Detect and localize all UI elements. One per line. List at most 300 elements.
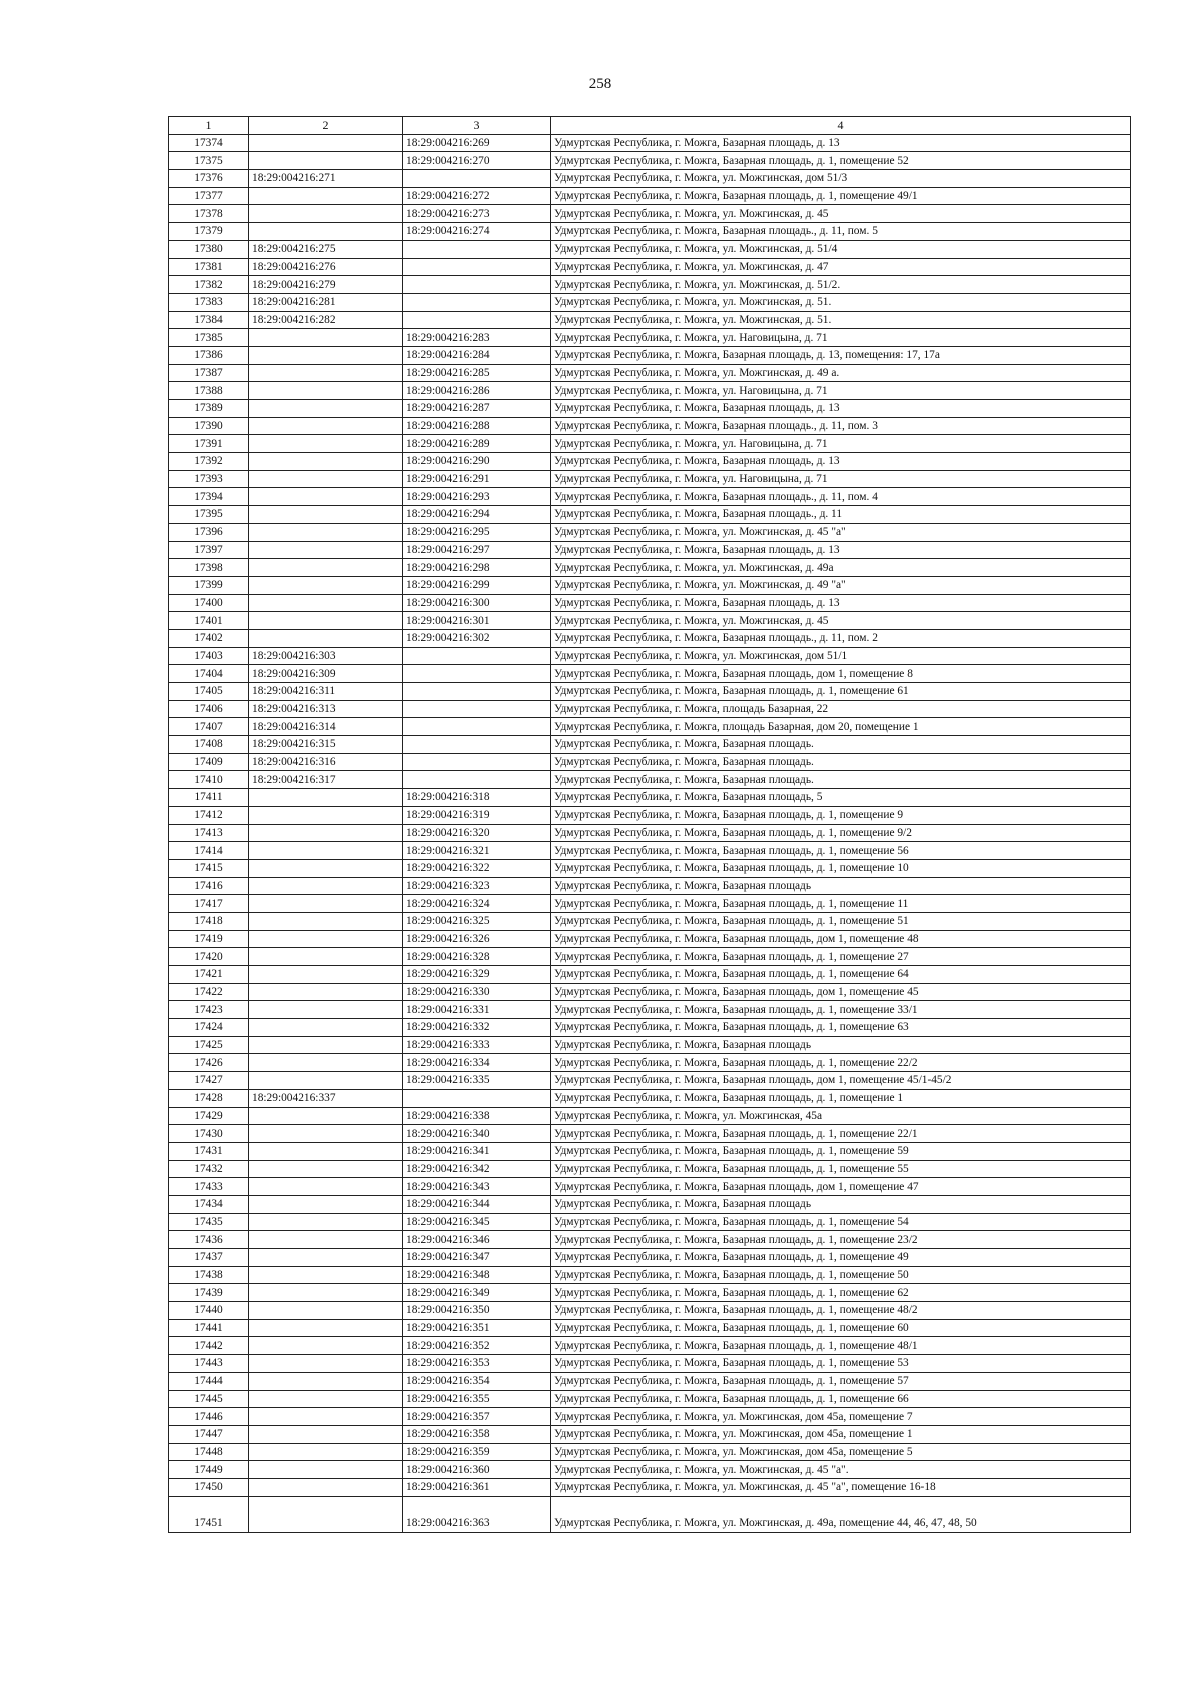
cadastral-number-premises-cell: 18:29:004216:341 bbox=[403, 1142, 551, 1160]
row-number-cell: 17430 bbox=[169, 1125, 249, 1143]
table-row bbox=[169, 930, 1131, 948]
cadastral-number-premises-cell: 18:29:004216:357 bbox=[403, 1408, 551, 1426]
address-cell: Удмуртская Республика, г. Можга, Базарная площадь, д. 1, помещение 61 bbox=[551, 683, 1131, 701]
table-row bbox=[169, 400, 1131, 418]
cadastral-number-premises-cell: 18:29:004216:340 bbox=[403, 1125, 551, 1143]
address-cell: Удмуртская Республика, г. Можга, ул. Можгинская, д. 45 "а", помещение 16-18 bbox=[551, 1478, 1131, 1496]
row-number-cell: 17379 bbox=[169, 223, 249, 241]
row-number-cell: 17383 bbox=[169, 293, 249, 311]
cadastral-number-building-cell bbox=[249, 1178, 403, 1196]
row-number-cell: 17426 bbox=[169, 1054, 249, 1072]
table-row bbox=[169, 1390, 1131, 1408]
address-cell: Удмуртская Республика, г. Можга, ул. Можгинская, дом 51/3 bbox=[551, 170, 1131, 188]
address-cell: Удмуртская Республика, г. Можга, ул. Наговицына, д. 71 bbox=[551, 329, 1131, 347]
table-row bbox=[169, 1425, 1131, 1443]
cadastral-number-building-cell bbox=[249, 824, 403, 842]
row-number-cell: 17420 bbox=[169, 948, 249, 966]
cadastral-number-building-cell bbox=[249, 1302, 403, 1320]
cadastral-number-building-cell bbox=[249, 930, 403, 948]
table-row bbox=[169, 523, 1131, 541]
table-row bbox=[169, 1054, 1131, 1072]
table-row bbox=[169, 612, 1131, 630]
table-row bbox=[169, 629, 1131, 647]
cadastral-number-premises-cell: 18:29:004216:353 bbox=[403, 1355, 551, 1373]
table-row bbox=[169, 1019, 1131, 1037]
cadastral-number-building-cell: 18:29:004216:315 bbox=[249, 736, 403, 754]
row-number-cell: 17423 bbox=[169, 1001, 249, 1019]
row-number-cell: 17440 bbox=[169, 1302, 249, 1320]
cadastral-number-building-cell bbox=[249, 983, 403, 1001]
cadastral-number-premises-cell: 18:29:004216:347 bbox=[403, 1249, 551, 1267]
row-number-cell: 17397 bbox=[169, 541, 249, 559]
address-cell: Удмуртская Республика, г. Можга, Базарная площадь, д. 1, помещение 57 bbox=[551, 1372, 1131, 1390]
table-row bbox=[169, 1408, 1131, 1426]
address-cell: Удмуртская Республика, г. Можга, Базарная площадь, д. 1, помещение 23/2 bbox=[551, 1231, 1131, 1249]
table-row bbox=[169, 966, 1131, 984]
cadastral-number-building-cell bbox=[249, 1107, 403, 1125]
address-cell: Удмуртская Республика, г. Можга, Базарная площадь, д. 13, помещения: 17, 17а bbox=[551, 346, 1131, 364]
address-cell: Удмуртская Республика, г. Можга, ул. Можгинская, дом 45а, помещение 5 bbox=[551, 1443, 1131, 1461]
table-row bbox=[169, 594, 1131, 612]
cadastral-number-premises-cell: 18:29:004216:285 bbox=[403, 364, 551, 382]
address-cell: Удмуртская Республика, г. Можга, Базарная площадь, дом 1, помещение 45/1-45/2 bbox=[551, 1072, 1131, 1090]
cadastral-number-building-cell bbox=[249, 541, 403, 559]
row-number-cell: 17413 bbox=[169, 824, 249, 842]
address-cell: Удмуртская Республика, г. Можга, ул. Можгинская, д. 49а, помещение 44, 46, 47, 48, 50 bbox=[551, 1496, 1131, 1532]
table-row bbox=[169, 576, 1131, 594]
address-cell: Удмуртская Республика, г. Можга, Базарная площадь, д. 13 bbox=[551, 400, 1131, 418]
row-number-cell: 17402 bbox=[169, 629, 249, 647]
cadastral-number-building-cell: 18:29:004216:337 bbox=[249, 1089, 403, 1107]
address-cell: Удмуртская Республика, г. Можга, Базарная площадь, дом 1, помещение 45 bbox=[551, 983, 1131, 1001]
table-row bbox=[169, 417, 1131, 435]
row-number-cell: 17391 bbox=[169, 435, 249, 453]
cadastral-number-building-cell: 18:29:004216:276 bbox=[249, 258, 403, 276]
address-cell: Удмуртская Республика, г. Можга, ул. Можгинская, дом 45а, помещение 1 bbox=[551, 1425, 1131, 1443]
table-row bbox=[169, 1266, 1131, 1284]
row-number-cell: 17433 bbox=[169, 1178, 249, 1196]
table-row bbox=[169, 311, 1131, 329]
row-number-cell: 17449 bbox=[169, 1461, 249, 1479]
cadastral-number-building-cell bbox=[249, 789, 403, 807]
cadastral-number-premises-cell: 18:29:004216:302 bbox=[403, 629, 551, 647]
address-cell: Удмуртская Республика, г. Можга, Базарная площадь., д. 11 bbox=[551, 506, 1131, 524]
cadastral-number-premises-cell: 18:29:004216:354 bbox=[403, 1372, 551, 1390]
row-number-cell: 17436 bbox=[169, 1231, 249, 1249]
table-row bbox=[169, 1284, 1131, 1302]
cadastral-number-premises-cell bbox=[403, 753, 551, 771]
row-number-cell: 17445 bbox=[169, 1390, 249, 1408]
table-row bbox=[169, 346, 1131, 364]
cadastral-number-premises-cell: 18:29:004216:338 bbox=[403, 1107, 551, 1125]
cadastral-number-premises-cell: 18:29:004216:345 bbox=[403, 1213, 551, 1231]
cadastral-number-building-cell bbox=[249, 1142, 403, 1160]
row-number-cell: 17401 bbox=[169, 612, 249, 630]
cadastral-number-building-cell bbox=[249, 1284, 403, 1302]
table-row bbox=[169, 152, 1131, 170]
row-number-cell: 17395 bbox=[169, 506, 249, 524]
address-cell: Удмуртская Республика, г. Можга, ул. Можгинская, д. 45 "а" bbox=[551, 523, 1131, 541]
cadastral-number-premises-cell: 18:29:004216:289 bbox=[403, 435, 551, 453]
row-number-cell: 17448 bbox=[169, 1443, 249, 1461]
address-cell: Удмуртская Республика, г. Можга, ул. Можгинская, дом 45а, помещение 7 bbox=[551, 1408, 1131, 1426]
address-cell: Удмуртская Республика, г. Можга, ул. Наговицына, д. 71 bbox=[551, 382, 1131, 400]
column-header-4: 4 bbox=[551, 117, 1131, 135]
cadastral-number-premises-cell bbox=[403, 170, 551, 188]
cadastral-number-premises-cell bbox=[403, 647, 551, 665]
row-number-cell: 17419 bbox=[169, 930, 249, 948]
row-number-cell: 17382 bbox=[169, 276, 249, 294]
cadastral-number-premises-cell bbox=[403, 736, 551, 754]
table-row bbox=[169, 700, 1131, 718]
row-number-cell: 17441 bbox=[169, 1319, 249, 1337]
cadastral-number-premises-cell: 18:29:004216:332 bbox=[403, 1019, 551, 1037]
address-cell: Удмуртская Республика, г. Можга, Базарная площадь, д. 1, помещение 10 bbox=[551, 859, 1131, 877]
cadastral-number-building-cell: 18:29:004216:317 bbox=[249, 771, 403, 789]
table-row bbox=[169, 187, 1131, 205]
address-cell: Удмуртская Республика, г. Можга, Базарная площадь, д. 1, помещение 49 bbox=[551, 1249, 1131, 1267]
row-number-cell: 17438 bbox=[169, 1266, 249, 1284]
address-cell: Удмуртская Республика, г. Можга, Базарная площадь, д. 1, помещение 54 bbox=[551, 1213, 1131, 1231]
table-row bbox=[169, 453, 1131, 471]
address-cell: Удмуртская Республика, г. Можга, Базарная площадь, д. 1, помещение 9/2 bbox=[551, 824, 1131, 842]
table-row bbox=[169, 1178, 1131, 1196]
cadastral-number-premises-cell: 18:29:004216:334 bbox=[403, 1054, 551, 1072]
cadastral-number-premises-cell bbox=[403, 311, 551, 329]
cadastral-number-premises-cell bbox=[403, 700, 551, 718]
row-number-cell: 17429 bbox=[169, 1107, 249, 1125]
column-header-3: 3 bbox=[403, 117, 551, 135]
address-cell: Удмуртская Республика, г. Можга, ул. Можгинская, д. 51/4 bbox=[551, 240, 1131, 258]
row-number-cell: 17403 bbox=[169, 647, 249, 665]
address-cell: Удмуртская Республика, г. Можга, Базарная площадь, д. 1, помещение 51 bbox=[551, 912, 1131, 930]
cadastral-number-premises-cell: 18:29:004216:329 bbox=[403, 966, 551, 984]
table-row bbox=[169, 665, 1131, 683]
address-cell: Удмуртская Республика, г. Можга, Базарная площадь., д. 11, пом. 2 bbox=[551, 629, 1131, 647]
cadastral-number-premises-cell: 18:29:004216:283 bbox=[403, 329, 551, 347]
row-number-cell: 17394 bbox=[169, 488, 249, 506]
row-number-cell: 17439 bbox=[169, 1284, 249, 1302]
address-cell: Удмуртская Республика, г. Можга, Базарная площадь, д. 1, помещение 59 bbox=[551, 1142, 1131, 1160]
cadastral-number-premises-cell: 18:29:004216:328 bbox=[403, 948, 551, 966]
address-cell: Удмуртская Республика, г. Можга, Базарная площадь, д. 13 bbox=[551, 541, 1131, 559]
address-cell: Удмуртская Республика, г. Можга, Базарная площадь, д. 1, помещение 48/2 bbox=[551, 1302, 1131, 1320]
cadastral-number-building-cell bbox=[249, 1231, 403, 1249]
address-cell: Удмуртская Республика, г. Можга, ул. Можгинская, д. 45 bbox=[551, 612, 1131, 630]
table-row bbox=[169, 771, 1131, 789]
cadastral-number-premises-cell: 18:29:004216:288 bbox=[403, 417, 551, 435]
cadastral-number-building-cell bbox=[249, 435, 403, 453]
cadastral-number-building-cell bbox=[249, 594, 403, 612]
table-row bbox=[169, 983, 1131, 1001]
cadastral-number-premises-cell: 18:29:004216:290 bbox=[403, 453, 551, 471]
cadastral-number-building-cell bbox=[249, 1337, 403, 1355]
table-row bbox=[169, 293, 1131, 311]
address-cell: Удмуртская Республика, г. Можга, Базарная площадь, д. 1, помещение 11 bbox=[551, 895, 1131, 913]
cadastral-number-building-cell bbox=[249, 806, 403, 824]
cadastral-number-premises-cell bbox=[403, 276, 551, 294]
row-number-cell: 17421 bbox=[169, 966, 249, 984]
row-number-cell: 17434 bbox=[169, 1195, 249, 1213]
cadastral-number-building-cell bbox=[249, 576, 403, 594]
table-row bbox=[169, 912, 1131, 930]
row-number-cell: 17442 bbox=[169, 1337, 249, 1355]
row-number-cell: 17399 bbox=[169, 576, 249, 594]
cadastral-number-building-cell bbox=[249, 134, 403, 152]
table-row bbox=[169, 541, 1131, 559]
cadastral-number-building-cell: 18:29:004216:309 bbox=[249, 665, 403, 683]
table-row bbox=[169, 824, 1131, 842]
row-number-cell: 17386 bbox=[169, 346, 249, 364]
address-cell: Удмуртская Республика, г. Можга, Базарная площадь., д. 11, пом. 4 bbox=[551, 488, 1131, 506]
cadastral-number-premises-cell bbox=[403, 240, 551, 258]
table-row bbox=[169, 1107, 1131, 1125]
table-row bbox=[169, 435, 1131, 453]
cadastral-number-building-cell bbox=[249, 859, 403, 877]
row-number-cell: 17375 bbox=[169, 152, 249, 170]
cadastral-number-premises-cell: 18:29:004216:272 bbox=[403, 187, 551, 205]
table-row bbox=[169, 948, 1131, 966]
table-row bbox=[169, 1478, 1131, 1496]
address-cell: Удмуртская Республика, г. Можга, ул. Наговицына, д. 71 bbox=[551, 435, 1131, 453]
table-row bbox=[169, 488, 1131, 506]
address-cell: Удмуртская Республика, г. Можга, ул. Можгинская, д. 45 bbox=[551, 205, 1131, 223]
cadastral-number-premises-cell: 18:29:004216:355 bbox=[403, 1390, 551, 1408]
table-row bbox=[169, 1496, 1131, 1532]
row-number-cell: 17437 bbox=[169, 1249, 249, 1267]
cadastral-number-building-cell bbox=[249, 1496, 403, 1532]
table-row bbox=[169, 683, 1131, 701]
table-row bbox=[169, 1160, 1131, 1178]
row-number-cell: 17407 bbox=[169, 718, 249, 736]
cadastral-number-building-cell bbox=[249, 488, 403, 506]
cadastral-number-premises-cell: 18:29:004216:349 bbox=[403, 1284, 551, 1302]
table-row bbox=[169, 1213, 1131, 1231]
row-number-cell: 17406 bbox=[169, 700, 249, 718]
table-row bbox=[169, 170, 1131, 188]
row-number-cell: 17384 bbox=[169, 311, 249, 329]
table-row bbox=[169, 736, 1131, 754]
cadastral-number-building-cell: 18:29:004216:279 bbox=[249, 276, 403, 294]
page-number: 258 bbox=[588, 76, 612, 92]
cadastral-number-premises-cell: 18:29:004216:295 bbox=[403, 523, 551, 541]
address-cell: Удмуртская Республика, г. Можга, ул. Наговицына, д. 71 bbox=[551, 470, 1131, 488]
address-cell: Удмуртская Республика, г. Можга, ул. Можгинская, д. 49 а. bbox=[551, 364, 1131, 382]
cadastral-number-building-cell bbox=[249, 912, 403, 930]
row-number-cell: 17427 bbox=[169, 1072, 249, 1090]
cadastral-number-premises-cell bbox=[403, 293, 551, 311]
cadastral-number-building-cell bbox=[249, 523, 403, 541]
row-number-cell: 17385 bbox=[169, 329, 249, 347]
cadastral-number-premises-cell: 18:29:004216:359 bbox=[403, 1443, 551, 1461]
table-row bbox=[169, 789, 1131, 807]
address-cell: Удмуртская Республика, г. Можга, ул. Можгинская, д. 51/2. bbox=[551, 276, 1131, 294]
cadastral-number-building-cell bbox=[249, 1478, 403, 1496]
address-cell: Удмуртская Республика, г. Можга, ул. Можгинская, дом 51/1 bbox=[551, 647, 1131, 665]
address-cell: Удмуртская Республика, г. Можга, Базарная площадь, дом 1, помещение 48 bbox=[551, 930, 1131, 948]
cadastral-number-premises-cell: 18:29:004216:358 bbox=[403, 1425, 551, 1443]
row-number-cell: 17405 bbox=[169, 683, 249, 701]
address-cell: Удмуртская Республика, г. Можга, Базарная площадь, д. 1, помещение 27 bbox=[551, 948, 1131, 966]
address-cell: Удмуртская Республика, г. Можга, Базарная площадь, д. 1, помещение 50 bbox=[551, 1266, 1131, 1284]
cadastral-number-building-cell bbox=[249, 152, 403, 170]
row-number-cell: 17416 bbox=[169, 877, 249, 895]
address-cell: Удмуртская Республика, г. Можга, Базарная площадь., д. 11, пом. 3 bbox=[551, 417, 1131, 435]
cadastral-number-building-cell bbox=[249, 612, 403, 630]
header-row bbox=[169, 117, 1131, 135]
table-row bbox=[169, 1072, 1131, 1090]
cadastral-number-premises-cell: 18:29:004216:301 bbox=[403, 612, 551, 630]
table-row bbox=[169, 647, 1131, 665]
cadastral-number-premises-cell: 18:29:004216:284 bbox=[403, 346, 551, 364]
cadastral-number-premises-cell: 18:29:004216:293 bbox=[403, 488, 551, 506]
row-number-cell: 17414 bbox=[169, 842, 249, 860]
address-cell: Удмуртская Республика, г. Можга, Базарная площадь. bbox=[551, 736, 1131, 754]
cadastral-number-premises-cell: 18:29:004216:326 bbox=[403, 930, 551, 948]
cadastral-number-premises-cell: 18:29:004216:270 bbox=[403, 152, 551, 170]
cadastral-number-building-cell bbox=[249, 1461, 403, 1479]
cadastral-number-premises-cell: 18:29:004216:297 bbox=[403, 541, 551, 559]
cadastral-number-building-cell bbox=[249, 470, 403, 488]
address-cell: Удмуртская Республика, г. Можга, Базарная площадь bbox=[551, 1195, 1131, 1213]
address-cell: Удмуртская Республика, г. Можга, Базарная площадь, д. 1, помещение 22/1 bbox=[551, 1125, 1131, 1143]
address-cell: Удмуртская Республика, г. Можга, Базарная площадь, д. 1, помещение 52 bbox=[551, 152, 1131, 170]
cadastral-number-premises-cell: 18:29:004216:319 bbox=[403, 806, 551, 824]
cadastral-number-building-cell bbox=[249, 1125, 403, 1143]
row-number-cell: 17422 bbox=[169, 983, 249, 1001]
cadastral-number-building-cell bbox=[249, 1072, 403, 1090]
row-number-cell: 17417 bbox=[169, 895, 249, 913]
cadastral-number-building-cell bbox=[249, 506, 403, 524]
cadastral-number-building-cell bbox=[249, 1425, 403, 1443]
cadastral-number-building-cell: 18:29:004216:313 bbox=[249, 700, 403, 718]
table-row bbox=[169, 559, 1131, 577]
address-cell: Удмуртская Республика, г. Можга, Базарная площадь, д. 1, помещение 48/1 bbox=[551, 1337, 1131, 1355]
cadastral-number-premises-cell: 18:29:004216:348 bbox=[403, 1266, 551, 1284]
table-row bbox=[169, 1302, 1131, 1320]
cadastral-number-premises-cell: 18:29:004216:346 bbox=[403, 1231, 551, 1249]
cadastral-number-premises-cell bbox=[403, 771, 551, 789]
table-row bbox=[169, 258, 1131, 276]
address-cell: Удмуртская Республика, г. Можга, ул. Можгинская, д. 49 "а" bbox=[551, 576, 1131, 594]
table-row bbox=[169, 1337, 1131, 1355]
table-row bbox=[169, 382, 1131, 400]
cadastral-number-premises-cell: 18:29:004216:352 bbox=[403, 1337, 551, 1355]
address-cell: Удмуртская Республика, г. Можга, Базарная площадь, д. 1, помещение 33/1 bbox=[551, 1001, 1131, 1019]
cadastral-number-premises-cell: 18:29:004216:273 bbox=[403, 205, 551, 223]
table-row bbox=[169, 1001, 1131, 1019]
row-number-cell: 17408 bbox=[169, 736, 249, 754]
cadastral-number-premises-cell: 18:29:004216:342 bbox=[403, 1160, 551, 1178]
cadastral-number-premises-cell: 18:29:004216:343 bbox=[403, 1178, 551, 1196]
cadastral-number-building-cell bbox=[249, 895, 403, 913]
column-header-1: 1 bbox=[169, 117, 249, 135]
address-cell: Удмуртская Республика, г. Можга, ул. Можгинская, 45а bbox=[551, 1107, 1131, 1125]
table-row bbox=[169, 223, 1131, 241]
table-row bbox=[169, 859, 1131, 877]
address-cell: Удмуртская Республика, г. Можга, Базарная площадь, д. 1, помещение 64 bbox=[551, 966, 1131, 984]
table-row bbox=[169, 753, 1131, 771]
table-row bbox=[169, 718, 1131, 736]
table-row bbox=[169, 134, 1131, 152]
table-row bbox=[169, 205, 1131, 223]
cadastral-number-building-cell bbox=[249, 559, 403, 577]
cadastral-number-building-cell bbox=[249, 1319, 403, 1337]
cadastral-number-building-cell: 18:29:004216:316 bbox=[249, 753, 403, 771]
row-number-cell: 17388 bbox=[169, 382, 249, 400]
row-number-cell: 17425 bbox=[169, 1036, 249, 1054]
table-row bbox=[169, 1249, 1131, 1267]
cadastral-number-building-cell bbox=[249, 1408, 403, 1426]
address-cell: Удмуртская Республика, г. Можга, Базарная площадь, д. 13 bbox=[551, 594, 1131, 612]
address-cell: Удмуртская Республика, г. Можга, Базарная площадь, д. 1, помещение 60 bbox=[551, 1319, 1131, 1337]
address-cell: Удмуртская Республика, г. Можга, Базарная площадь bbox=[551, 877, 1131, 895]
address-cell: Удмуртская Республика, г. Можга, ул. Можгинская, д. 45 "а". bbox=[551, 1461, 1131, 1479]
address-cell: Удмуртская Республика, г. Можга, площадь Базарная, 22 bbox=[551, 700, 1131, 718]
row-number-cell: 17451 bbox=[169, 1496, 249, 1532]
cadastral-number-building-cell bbox=[249, 966, 403, 984]
row-number-cell: 17446 bbox=[169, 1408, 249, 1426]
row-number-cell: 17380 bbox=[169, 240, 249, 258]
table-row bbox=[169, 1319, 1131, 1337]
cadastral-number-building-cell bbox=[249, 948, 403, 966]
cadastral-number-premises-cell bbox=[403, 1089, 551, 1107]
cadastral-number-building-cell bbox=[249, 629, 403, 647]
row-number-cell: 17398 bbox=[169, 559, 249, 577]
table-body bbox=[169, 134, 1131, 1532]
table-row bbox=[169, 506, 1131, 524]
row-number-cell: 17431 bbox=[169, 1142, 249, 1160]
table-row bbox=[169, 1089, 1131, 1107]
cadastral-number-building-cell: 18:29:004216:314 bbox=[249, 718, 403, 736]
cadastral-number-building-cell: 18:29:004216:271 bbox=[249, 170, 403, 188]
cadastral-number-building-cell: 18:29:004216:303 bbox=[249, 647, 403, 665]
address-cell: Удмуртская Республика, г. Можга, Базарная площадь, д. 1, помещение 56 bbox=[551, 842, 1131, 860]
table-row bbox=[169, 1195, 1131, 1213]
table-row bbox=[169, 240, 1131, 258]
table-row bbox=[169, 1355, 1131, 1373]
address-cell: Удмуртская Республика, г. Можга, Базарная площадь, д. 13 bbox=[551, 134, 1131, 152]
address-cell: Удмуртская Республика, г. Можга, Базарная площадь, д. 1, помещение 53 bbox=[551, 1355, 1131, 1373]
address-cell: Удмуртская Республика, г. Можга, Базарная площадь, д. 1, помещение 1 bbox=[551, 1089, 1131, 1107]
cadastral-number-premises-cell: 18:29:004216:291 bbox=[403, 470, 551, 488]
cadastral-number-premises-cell: 18:29:004216:298 bbox=[403, 559, 551, 577]
table-row bbox=[169, 1142, 1131, 1160]
address-cell: Удмуртская Республика, г. Можга, Базарная площадь, дом 1, помещение 8 bbox=[551, 665, 1131, 683]
table-row bbox=[169, 806, 1131, 824]
cadastral-number-premises-cell: 18:29:004216:351 bbox=[403, 1319, 551, 1337]
cadastral-number-premises-cell: 18:29:004216:344 bbox=[403, 1195, 551, 1213]
row-number-cell: 17450 bbox=[169, 1478, 249, 1496]
table-row bbox=[169, 1372, 1131, 1390]
cadastral-number-building-cell bbox=[249, 1249, 403, 1267]
cadastral-number-premises-cell bbox=[403, 258, 551, 276]
column-header-2: 2 bbox=[249, 117, 403, 135]
cadastral-number-premises-cell: 18:29:004216:350 bbox=[403, 1302, 551, 1320]
address-cell: Удмуртская Республика, г. Можга, Базарная площадь, д. 13 bbox=[551, 453, 1131, 471]
table-row bbox=[169, 364, 1131, 382]
address-cell: Удмуртская Республика, г. Можга, Базарная площадь, д. 1, помещение 63 bbox=[551, 1019, 1131, 1037]
cadastral-number-building-cell bbox=[249, 1160, 403, 1178]
table-row bbox=[169, 842, 1131, 860]
registry-table bbox=[168, 116, 1131, 1533]
address-cell: Удмуртская Республика, г. Можга, Базарная площадь, д. 1, помещение 55 bbox=[551, 1160, 1131, 1178]
address-cell: Удмуртская Республика, г. Можга, Базарная площадь, дом 1, помещение 47 bbox=[551, 1178, 1131, 1196]
cadastral-number-premises-cell: 18:29:004216:363 bbox=[403, 1496, 551, 1532]
table-row bbox=[169, 895, 1131, 913]
cadastral-number-premises-cell: 18:29:004216:331 bbox=[403, 1001, 551, 1019]
row-number-cell: 17409 bbox=[169, 753, 249, 771]
